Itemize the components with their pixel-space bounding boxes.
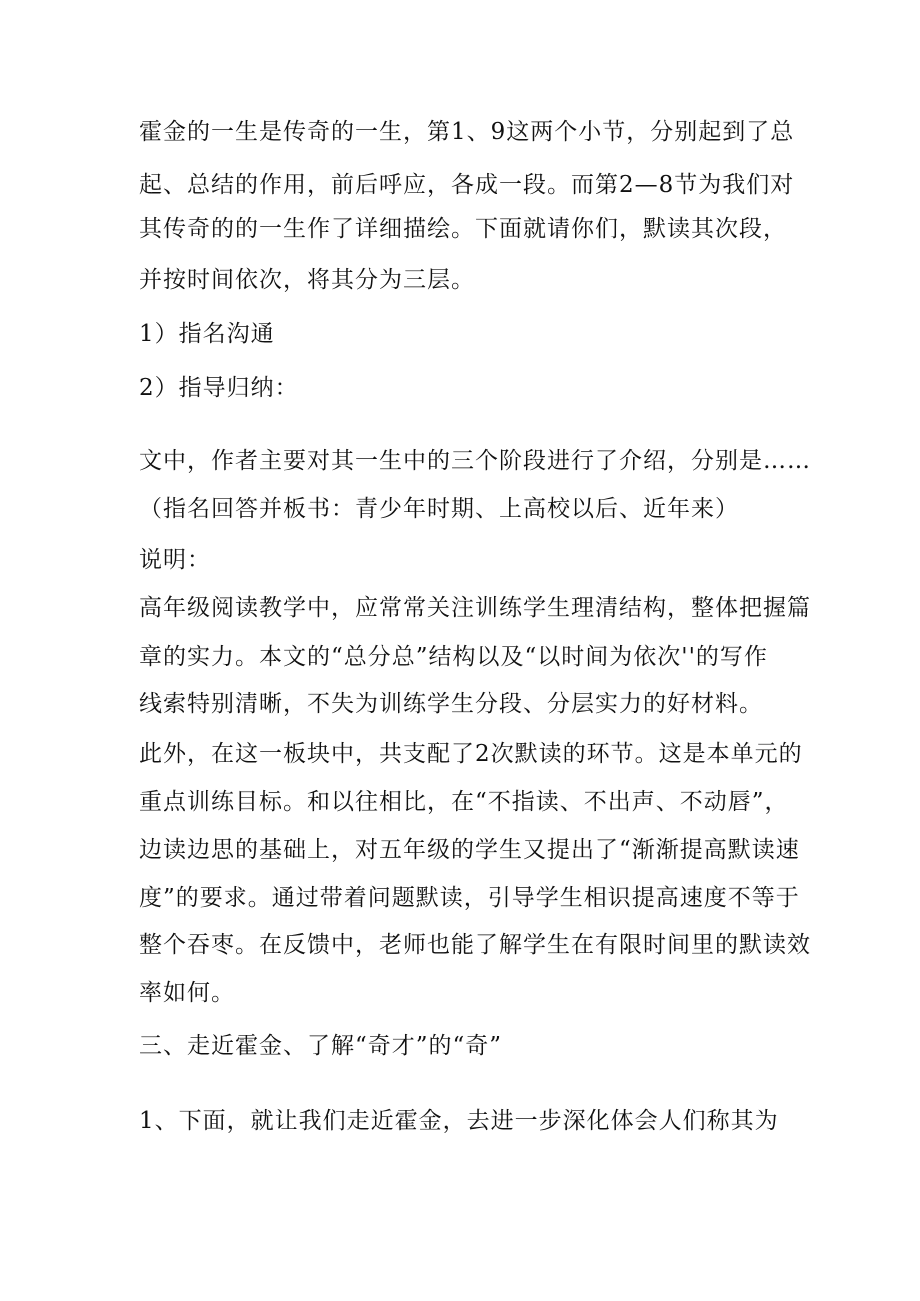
text-line: 其传奇的的一生作了详细描绘。下面就请你们，默读其次段， [139, 216, 787, 242]
text-line: 章的实力。本文的“总分总”结构以及“以时间为依次''的写作 [139, 644, 768, 670]
text-line: 起、总结的作用，前后呼应，各成一段。而第2—8节为我们对 [139, 172, 795, 198]
text-line: 整个吞枣。在反馈中，老师也能了解学生在有限时间里的默读效 [139, 932, 811, 958]
text-line: 文中，作者主要对其一生中的三个阶段进行了介绍，分别是…… [139, 448, 811, 474]
text-line: 1、下面，就让我们走近霍金，去进一步深化体会人们称其为 [139, 1108, 779, 1134]
list-item: 1）指名沟通 [139, 321, 275, 347]
text-line: 线索特别清晰，不失为训练学生分段、分层实力的好材料。 [139, 691, 763, 717]
text-line: 重点训练目标。和以往相比，在“不指读、不出声、不动唇”， [139, 789, 789, 815]
section-heading: 三、走近霍金、了解“奇才”的“奇” [139, 1033, 503, 1059]
list-item: 2）指导归纳： [139, 375, 299, 401]
text-line: 并按时间依次，将其分为三层。 [139, 267, 475, 293]
text-line: 霍金的一生是传奇的一生，第1、9这两个小节，分别起到了总 [139, 119, 795, 145]
text-line: （指名回答并板书：青少年时期、上高校以后、近年来） [139, 496, 739, 522]
text-line: 边读边思的基础上，对五年级的学生又提出了“渐渐提高默读速 [139, 837, 800, 863]
section-label: 说明： [139, 547, 211, 573]
text-line: 度”的要求。通过带着问题默读，引导学生相识提高速度不等于 [139, 885, 800, 911]
text-line: 高年级阅读教学中，应常常关注训练学生理清结构，整体把握篇 [139, 595, 811, 621]
text-line: 率如何。 [139, 980, 235, 1006]
text-line: 此外，在这一板块中，共支配了2次默读的环节。这是本单元的 [139, 741, 803, 767]
